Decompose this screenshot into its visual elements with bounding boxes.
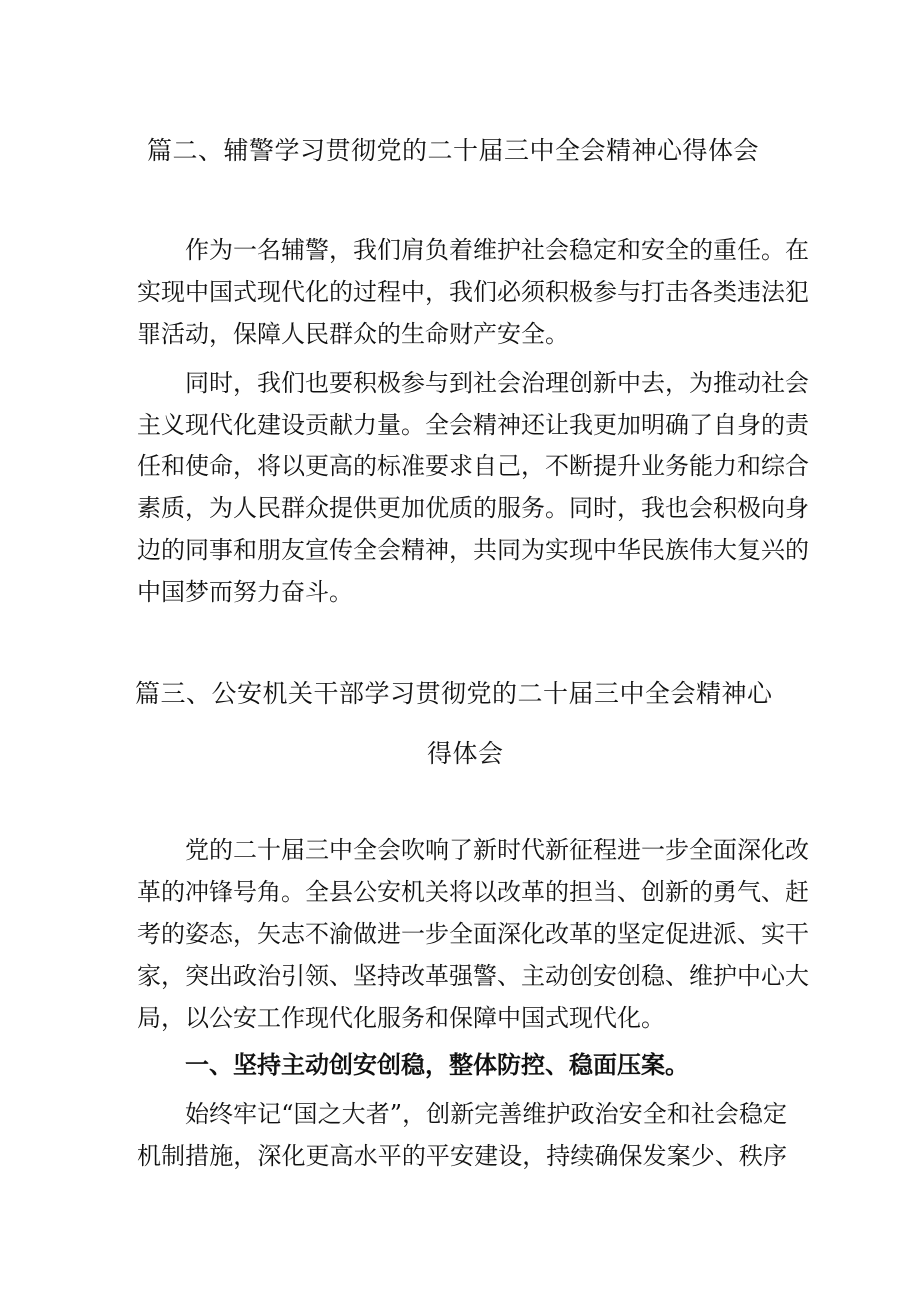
paragraph-line: 边的同事和朋友宣传全会精神，共同为实现中华民族伟大复兴的 [137, 536, 809, 564]
paragraph-line: 任和使命，将以更高的标准要求自己，不断提升业务能力和综合 [137, 452, 809, 480]
paragraph-line: 素质，为人民群众提供更加优质的服务。同时，我也会积极向身 [137, 494, 809, 522]
paragraph-line: 作为一名辅警，我们肩负着维护社会稳定和安全的重任。在 [185, 236, 809, 264]
paragraph-line: 革的冲锋号角。全县公安机关将以改革的担当、创新的勇气、赶 [137, 878, 809, 906]
paragraph-line: 党的二十届三中全会吹响了新时代新征程进一步全面深化改 [185, 836, 809, 864]
paragraph-line: 机制措施，深化更高水平的平安建设，持续确保发案少、秩序 [137, 1142, 787, 1170]
paragraph-line: 罪活动，保障人民群众的生命财产安全。 [137, 320, 569, 348]
section-3-title-line-1: 篇三、公安机关干部学习贯彻党的二十届三中全会精神心 [135, 679, 773, 708]
paragraph-line: 主义现代化建设贡献力量。全会精神还让我更加明确了自身的责 [137, 411, 809, 439]
paragraph-line: 家，突出政治引领、坚持改革强警、主动创安创稳、维护中心大 [137, 962, 809, 990]
section-2-title: 篇二、辅警学习贯彻党的二十届三中全会精神心得体会 [147, 136, 760, 165]
paragraph-line: 局，以公安工作现代化服务和保障中国式现代化。 [137, 1004, 665, 1032]
section-3-title-line-2: 得体会 [427, 739, 504, 768]
paragraph-line: 中国梦而努力奋斗。 [137, 578, 353, 606]
section-3-subheading: 一、坚持主动创安创稳，整体防控、稳面压案。 [185, 1051, 689, 1079]
paragraph-line: 始终牢记“国之大者”，创新完善维护政治安全和社会稳定 [185, 1100, 787, 1128]
paragraph-line: 实现中国式现代化的过程中，我们必须积极参与打击各类违法犯 [137, 278, 809, 306]
paragraph-line: 考的姿态，矢志不渝做进一步全面深化改革的坚定促进派、实干 [137, 920, 809, 948]
paragraph-line: 同时，我们也要积极参与到社会治理创新中去，为推动社会 [185, 369, 809, 397]
